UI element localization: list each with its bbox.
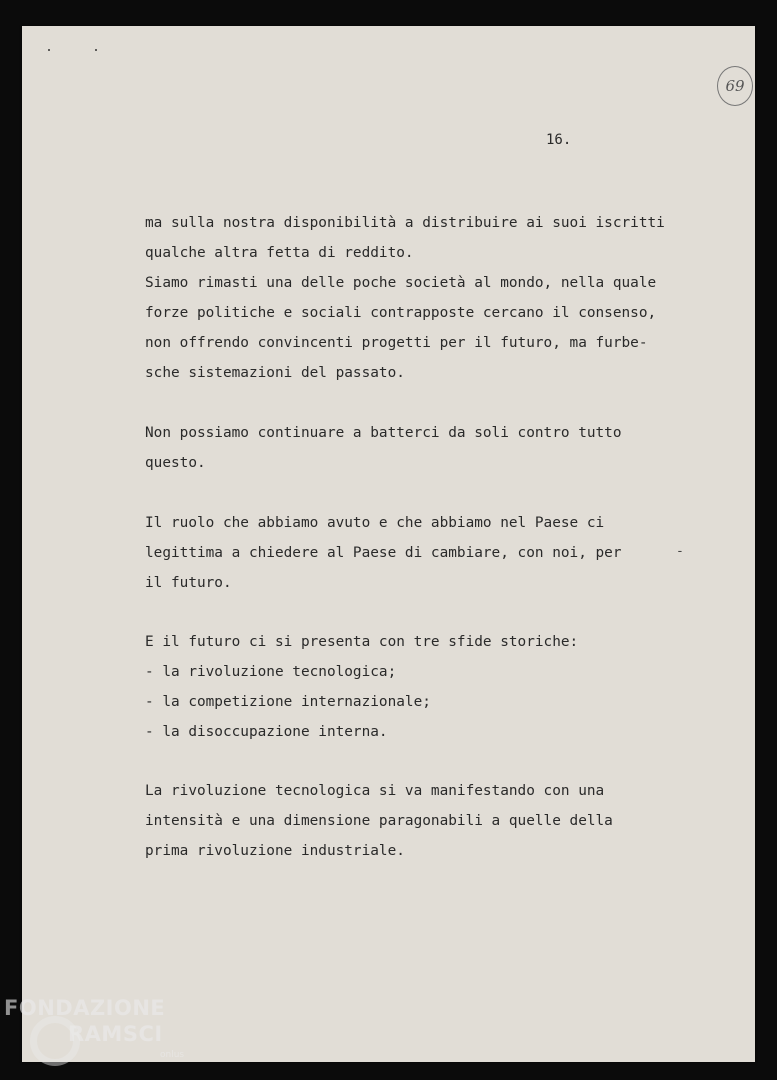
text-line: Non possiamo continuare a batterci da soli contro tutto [145, 425, 622, 441]
paper-speck [95, 49, 97, 51]
watermark-text-bottom: RAMSCI [68, 1022, 163, 1046]
fondazione-gramsci-watermark-logo [4, 996, 194, 1076]
text-line: E il futuro ci si presenta con tre sfide storiche: [145, 634, 579, 650]
text-line: intensità e una dimensione paragonabili a quelle della [145, 813, 613, 829]
text-line: ma sulla nostra disponibilità a distribuire ai suoi iscritti [145, 215, 665, 231]
text-line: il futuro. [145, 575, 232, 591]
text-line: non offrendo convincenti progetti per il futuro, ma furbe- [145, 335, 648, 351]
paper-speck [48, 49, 50, 51]
text-line: forze politiche e sociali contrapposte cercano il consenso, [145, 305, 657, 321]
margin-mark: - [676, 544, 684, 559]
text-line: sche sistemazioni del passato. [145, 365, 405, 381]
text-line: Il ruolo che abbiamo avuto e che abbiamo nel Paese ci [145, 515, 605, 531]
list-item: - la disoccupazione interna. [145, 724, 388, 740]
page-number: 16. [546, 132, 572, 148]
text-line: questo. [145, 455, 206, 471]
text-line: Siamo rimasti una delle poche società al mondo, nella quale [145, 275, 657, 291]
text-line: qualche altra fetta di reddito. [145, 245, 414, 261]
watermark-subtext: onlus [160, 1050, 185, 1060]
list-item: - la rivoluzione tecnologica; [145, 664, 397, 680]
list-item: - la competizione internazionale; [145, 694, 431, 710]
text-line: legittima a chiedere al Paese di cambiare, con noi, per [145, 545, 622, 561]
watermark-text-top: FONDAZIONE [4, 996, 166, 1020]
text-line: prima rivoluzione industriale. [145, 843, 405, 859]
archive-page-number: 69 [717, 66, 753, 106]
text-line: La rivoluzione tecnologica si va manifestando con una [145, 783, 605, 799]
